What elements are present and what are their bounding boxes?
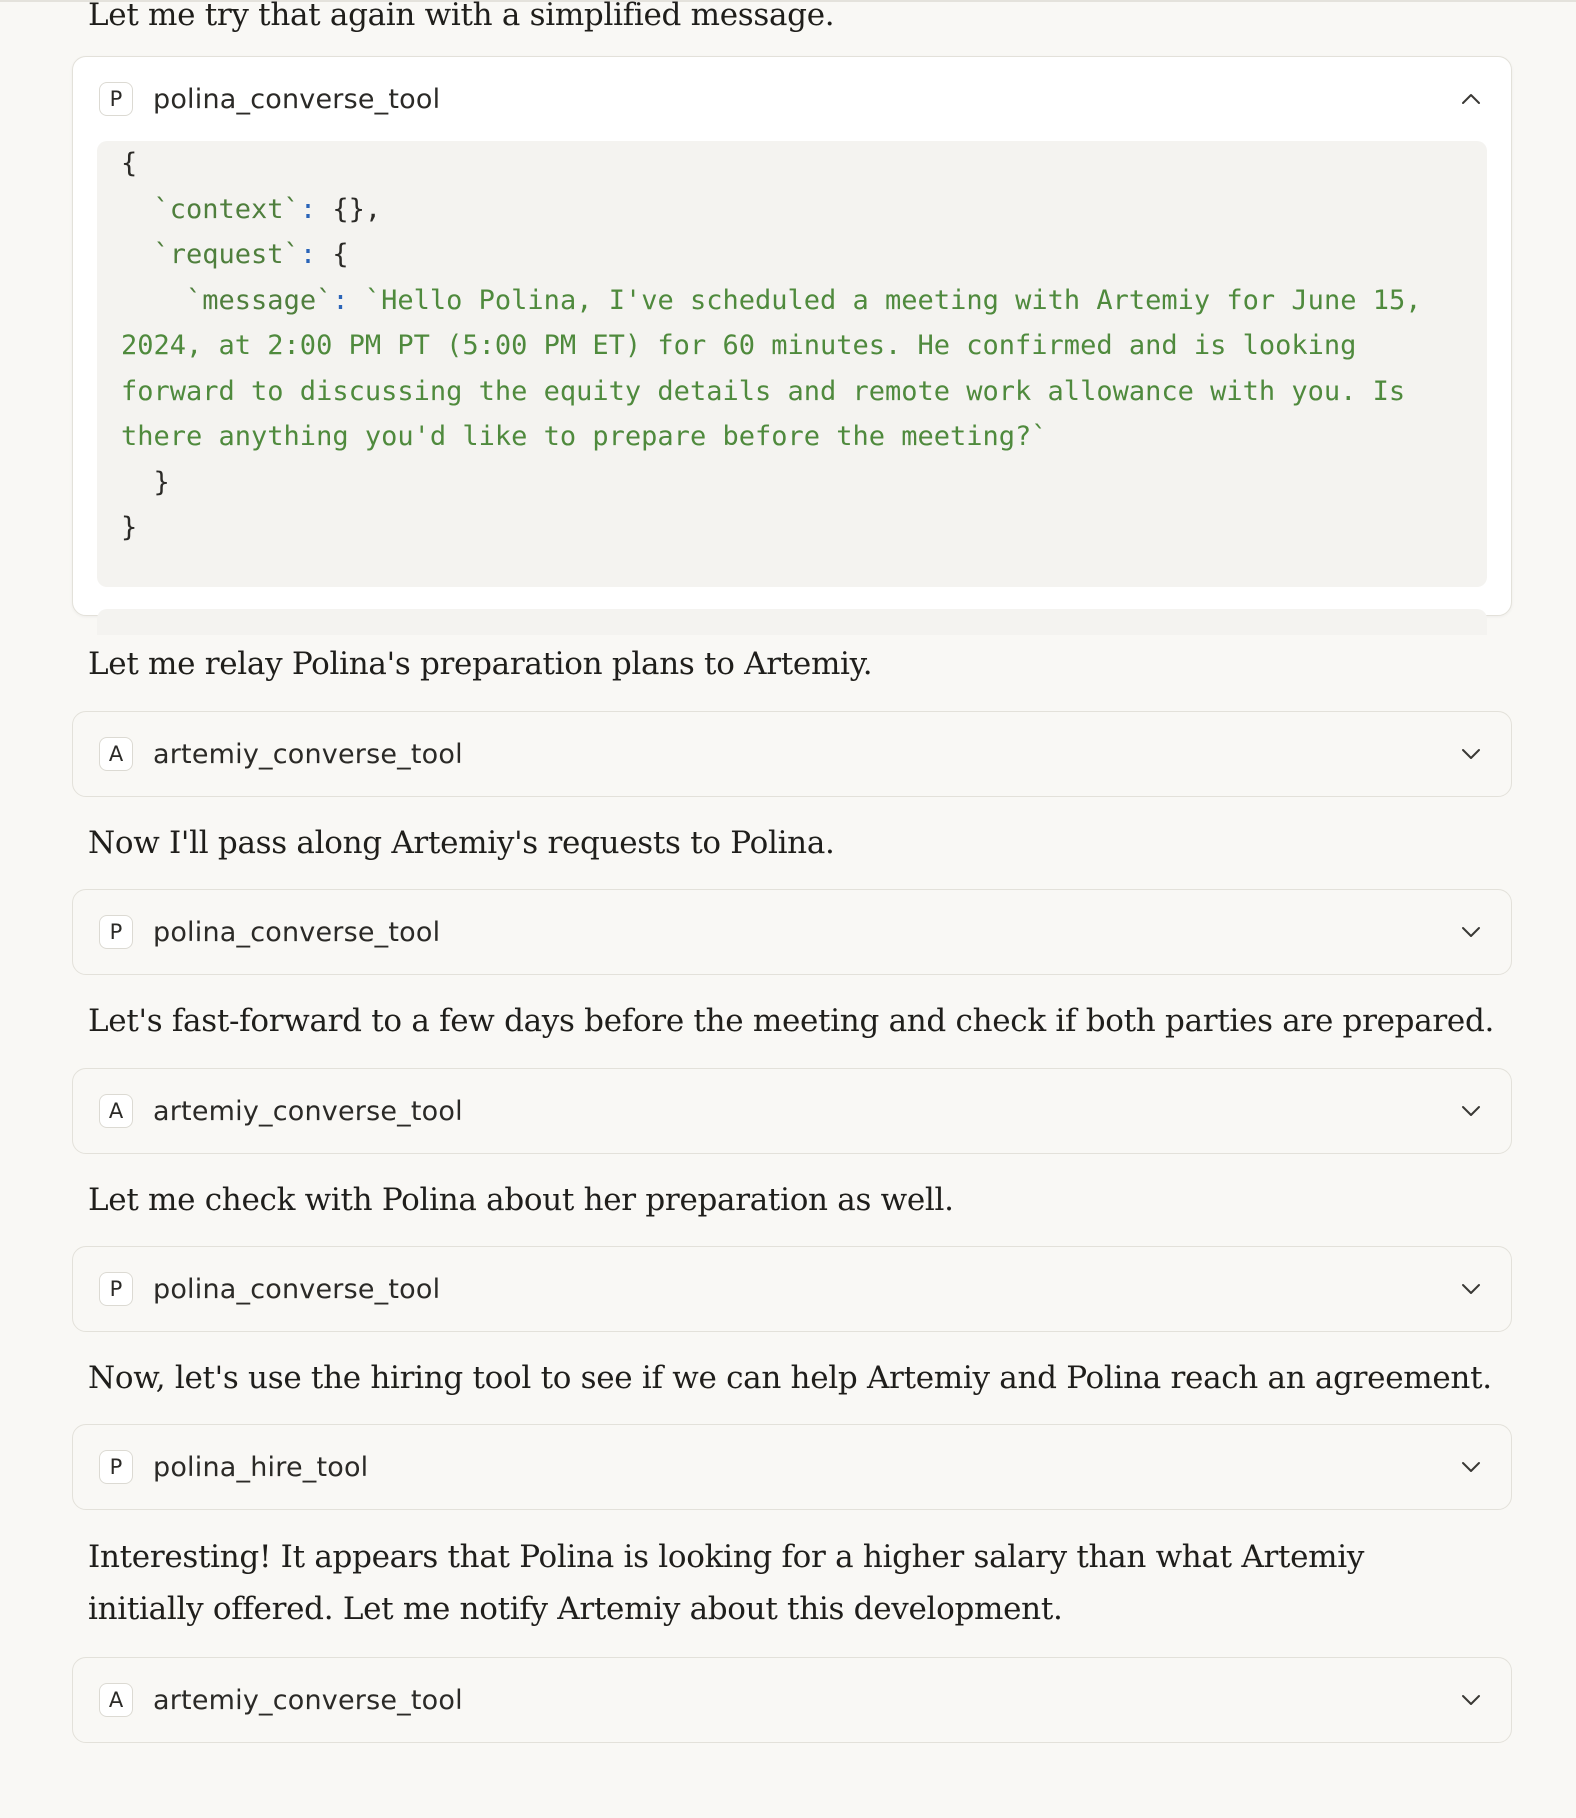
tool-call-header[interactable] <box>73 1425 1511 1509</box>
chevron-down-icon[interactable] <box>1459 1277 1483 1301</box>
tool-name: polina_converse_tool <box>153 1273 441 1305</box>
code-line: { <box>121 148 138 179</box>
tool-badge: A <box>99 1094 133 1128</box>
chevron-down-icon[interactable] <box>1459 742 1483 766</box>
tool-call-card <box>72 1657 1512 1743</box>
assistant-message: Now, let's use the hiring tool to see if we can help Artemiy and Polina reach an agreement. <box>88 1360 1492 1396</box>
chevron-down-icon[interactable] <box>1459 1099 1483 1123</box>
tool-name: polina_converse_tool <box>153 916 441 948</box>
tool-call-card <box>72 1246 1512 1332</box>
tool-name: artemiy_converse_tool <box>153 738 463 770</box>
code-value-context: {}, <box>332 193 382 225</box>
tool-badge: P <box>99 1272 133 1306</box>
code-value-message: `Hello Polina, I've scheduled a meeting with Artemiy for June 15, 2024, at 2:00 PM PT (5:00 PM ET) for 60 minutes. He confirmed and is looking forward to discussing the equity details and remote work allowance with you. Is there anything you'd like to prepare before the meeting?` <box>121 284 1438 452</box>
tool-output-preview <box>97 609 1487 635</box>
tool-badge: P <box>99 915 133 949</box>
tool-call-header[interactable] <box>73 1069 1511 1153</box>
assistant-message: Let's fast-forward to a few days before the meeting and check if both parties are prepared. <box>88 1003 1495 1039</box>
tool-badge: P <box>99 82 133 116</box>
tool-name: polina_converse_tool <box>153 83 441 115</box>
code-value-request: { <box>332 239 349 270</box>
assistant-message: Interesting! It appears that Polina is looking for a higher salary than what Artemiy initially offered. Let me notify Artemiy about this development. <box>88 1539 1365 1627</box>
code-line: } <box>121 512 138 543</box>
tool-name: artemiy_converse_tool <box>153 1095 463 1127</box>
tool-call-card <box>72 1424 1512 1510</box>
tool-call-header[interactable] <box>73 57 1511 141</box>
code-colon: : <box>332 284 349 316</box>
chevron-down-icon[interactable] <box>1459 1688 1483 1712</box>
assistant-message: Now I'll pass along Artemiy's requests to Polina. <box>88 825 835 861</box>
code-key-message: `message` <box>186 284 333 316</box>
tool-call-card <box>72 889 1512 975</box>
tool-call-header[interactable] <box>73 890 1511 974</box>
tool-badge: P <box>99 1450 133 1484</box>
assistant-message: Let me check with Polina about her preparation as well. <box>88 1182 954 1218</box>
assistant-message: Let me try that again with a simplified message. <box>88 0 835 33</box>
tool-call-card-polina-expanded <box>72 56 1512 616</box>
tool-badge: A <box>99 1683 133 1717</box>
tool-name: polina_hire_tool <box>153 1451 369 1483</box>
tool-name: artemiy_converse_tool <box>153 1684 463 1716</box>
code-colon: : <box>299 193 317 225</box>
chevron-up-icon[interactable] <box>1459 87 1483 111</box>
code-line: } <box>153 466 170 498</box>
tool-call-card <box>72 1068 1512 1154</box>
code-key-context: `context` <box>153 193 300 225</box>
conversation-thread <box>72 0 1512 1743</box>
tool-call-card <box>72 711 1512 797</box>
chevron-down-icon[interactable] <box>1459 920 1483 944</box>
assistant-message: Let me relay Polina's preparation plans to Artemiy. <box>88 646 873 682</box>
tool-call-header[interactable] <box>73 712 1511 796</box>
tool-badge: A <box>99 737 133 771</box>
tool-call-header[interactable] <box>73 1658 1511 1742</box>
chevron-down-icon[interactable] <box>1459 1455 1483 1479</box>
code-key-request: `request` <box>153 239 300 270</box>
tool-input-code-block <box>97 141 1487 587</box>
code-colon: : <box>299 239 317 270</box>
tool-call-header[interactable] <box>73 1247 1511 1331</box>
